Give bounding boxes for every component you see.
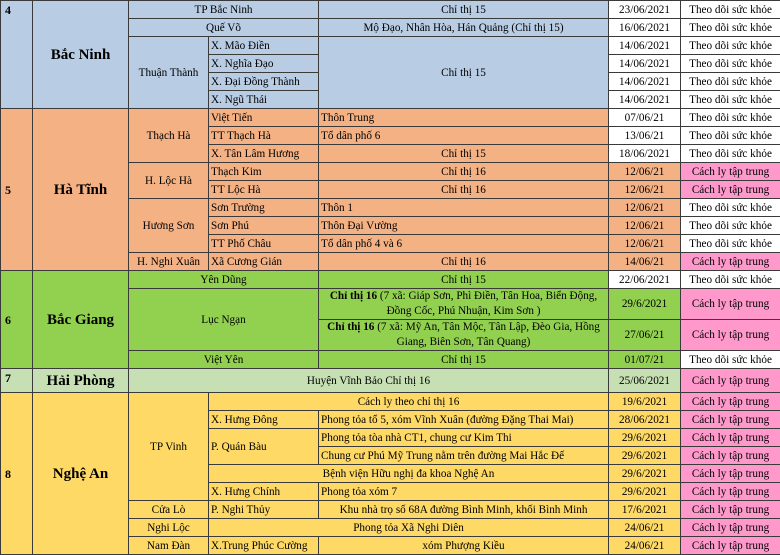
commune-cell: P. Quán Bàu (209, 429, 319, 465)
date-cell: 19/6/2021 (609, 393, 681, 411)
status-cell: Cách ly tập trung (681, 429, 780, 447)
area-cell (319, 289, 609, 320)
province-name: Nghệ An (33, 393, 129, 555)
date-cell: 22/06/2021 (609, 271, 681, 289)
commune-cell: X.Trung Phúc Cường (209, 537, 319, 555)
commune-cell: X. Mão Điền (209, 37, 319, 55)
area-cell: Chỉ thị 16 (319, 163, 609, 181)
district-cell: H. Lộc Hà (129, 163, 209, 199)
province-name: Bắc Giang (33, 271, 129, 369)
area-cell: Phong tỏa xóm 7 (319, 483, 609, 501)
commune-list: (7 xã: Mỹ An, Tân Mộc, Tân Lập, Đèo Gia, Hồng Giang, Biên Sơn, Tân Quang) (374, 321, 599, 348)
province-name: Hà Tĩnh (33, 109, 129, 271)
group-number: 4 (1, 1, 33, 109)
commune-cell: Sơn Phú (209, 217, 319, 235)
district-cell: TP Vinh (129, 393, 209, 501)
area-cell: Chỉ thị 15 (319, 145, 609, 163)
area-cell: xóm Phượng Kiều (319, 537, 609, 555)
date-cell: 12/06/21 (609, 217, 681, 235)
directive-label: Chỉ thị 16 (327, 321, 374, 333)
area-cell: Bệnh viện Hữu nghị đa khoa Nghệ An (209, 465, 609, 483)
status-cell: Theo dõi sức khỏe (681, 271, 780, 289)
date-cell: 29/6/2021 (609, 465, 681, 483)
group-number: 8 (1, 393, 33, 555)
commune-cell: X. Nghĩa Đạo (209, 55, 319, 73)
date-cell: 12/06/21 (609, 235, 681, 253)
date-cell: 16/06/2021 (609, 19, 681, 37)
area-cell: Tổ dân phố 4 và 6 (319, 235, 609, 253)
commune-cell: Xã Cương Gián (209, 253, 319, 271)
date-cell: 27/06/21 (609, 320, 681, 351)
area-cell: Huyện Vĩnh Bảo Chỉ thị 16 (129, 369, 609, 393)
date-cell: 29/6/2021 (609, 447, 681, 465)
district-cell: Hương Sơn (129, 199, 209, 253)
table-row (1, 369, 780, 393)
date-cell: 29/6/2021 (609, 483, 681, 501)
table-row (1, 109, 780, 127)
district-cell: Quế Võ (129, 19, 319, 37)
date-cell: 07/06/21 (609, 109, 681, 127)
date-cell: 18/06/2021 (609, 145, 681, 163)
commune-cell: TT Phố Châu (209, 235, 319, 253)
commune-cell: Sơn Trường (209, 199, 319, 217)
date-cell: 12/06/21 (609, 181, 681, 199)
commune-cell: Thạch Kim (209, 163, 319, 181)
area-cell: Chỉ thị 15 (319, 351, 609, 369)
commune-cell: X. Hưng Chính (209, 483, 319, 501)
status-cell: Cách ly tập trung (681, 537, 780, 555)
status-cell: Theo dõi sức khỏe (681, 19, 780, 37)
province-name: Hải Phòng (33, 369, 129, 393)
district-cell: Nghi Lộc (129, 519, 209, 537)
status-cell: Cách ly tập trung (681, 447, 780, 465)
date-cell: 12/06/21 (609, 199, 681, 217)
status-cell: Cách ly tập trung (681, 289, 780, 320)
district-cell: Việt Yên (129, 351, 319, 369)
district-cell: Yên Dũng (129, 271, 319, 289)
status-cell: Cách ly tập trung (681, 320, 780, 351)
district-cell: Thạch Hà (129, 109, 209, 163)
area-cell: Thôn Trung (319, 109, 609, 127)
date-cell: 12/06/21 (609, 163, 681, 181)
area-cell: Mộ Đạo, Nhân Hòa, Hán Quảng (Chỉ thị 15) (319, 19, 609, 37)
status-cell: Theo dõi sức khỏe (681, 109, 780, 127)
area-cell: Chỉ thị 15 (319, 37, 609, 109)
group-number: 6 (1, 271, 33, 369)
date-cell: 29/6/2021 (609, 429, 681, 447)
status-cell: Cách ly tập trung (681, 369, 780, 393)
date-cell: 28/06/2021 (609, 411, 681, 429)
status-cell: Theo dõi sức khỏe (681, 91, 780, 109)
area-cell: Chỉ thị 15 (319, 1, 609, 19)
status-cell: Cách ly tập trung (681, 465, 780, 483)
area-cell: Thôn Đại Vường (319, 217, 609, 235)
status-cell: Theo dõi sức khỏe (681, 351, 780, 369)
date-cell: 14/06/21 (609, 253, 681, 271)
area-cell: Chỉ thị 16 (319, 253, 609, 271)
status-cell: Theo dõi sức khỏe (681, 37, 780, 55)
district-cell: TP Bắc Ninh (129, 1, 319, 19)
district-cell: Cửa Lò (129, 501, 209, 519)
commune-cell: X. Đại Đồng Thành (209, 73, 319, 91)
district-cell: H. Nghi Xuân (129, 253, 209, 271)
commune-cell: X. Ngũ Thái (209, 91, 319, 109)
area-cell: Thôn 1 (319, 199, 609, 217)
date-cell: 14/06/2021 (609, 73, 681, 91)
group-number: 5 (1, 109, 33, 271)
date-cell: 01/07/21 (609, 351, 681, 369)
table-row (1, 1, 780, 19)
status-cell: Theo dõi sức khỏe (681, 127, 780, 145)
date-cell: 24/06/21 (609, 537, 681, 555)
area-cell: Chung cư Phú Mỹ Trung nằm trên đường Mai Hắc Đế (319, 447, 609, 465)
table-row (1, 393, 780, 411)
area-cell: Phong tỏa Xã Nghi Diên (209, 519, 609, 537)
status-cell: Cách ly tập trung (681, 483, 780, 501)
status-cell: Theo dõi sức khỏe (681, 73, 780, 91)
commune-cell: X. Tân Lâm Hương (209, 145, 319, 163)
status-cell: Cách ly tập trung (681, 181, 780, 199)
district-cell: Thuận Thành (129, 37, 209, 109)
area-cell: Cách ly theo chỉ thị 16 (209, 393, 609, 411)
date-cell: 14/06/2021 (609, 37, 681, 55)
status-cell: Cách ly tập trung (681, 253, 780, 271)
area-cell: Chỉ thị 15 (319, 271, 609, 289)
status-cell: Theo dõi sức khỏe (681, 55, 780, 73)
date-cell: 13/06/21 (609, 127, 681, 145)
area-cell: Chỉ thị 16 (319, 181, 609, 199)
commune-list: (7 xã: Giáp Sơn, Phì Điền, Tân Hoa, Biển Động, Đồng Cốc, Phú Nhuận, Kim Sơn ) (377, 290, 597, 317)
date-cell: 24/06/21 (609, 519, 681, 537)
district-cell: Nam Đàn (129, 537, 209, 555)
area-cell: Khu nhà trọ số 68A đường Bình Minh, khối Bình Minh (319, 501, 609, 519)
status-cell: Cách ly tập trung (681, 411, 780, 429)
area-cell: Phong tỏa tổ 5, xóm Vĩnh Xuân (đường Đặng Thai Mai) (319, 411, 609, 429)
commune-cell: P. Nghi Thủy (209, 501, 319, 519)
status-cell: Theo dõi sức khỏe (681, 217, 780, 235)
area-cell: Tổ dân phố 6 (319, 127, 609, 145)
commune-cell: Việt Tiến (209, 109, 319, 127)
group-number: 7 (1, 369, 33, 393)
date-cell: 23/06/2021 (609, 1, 681, 19)
date-cell: 14/06/2021 (609, 55, 681, 73)
date-cell: 14/06/2021 (609, 91, 681, 109)
status-cell: Cách ly tập trung (681, 163, 780, 181)
status-cell: Theo dõi sức khỏe (681, 1, 780, 19)
directive-label: Chỉ thị 16 (330, 290, 377, 302)
status-cell: Cách ly tập trung (681, 519, 780, 537)
commune-cell: TT Lộc Hà (209, 181, 319, 199)
date-cell: 29/6/2021 (609, 289, 681, 320)
date-cell: 25/06/2021 (609, 369, 681, 393)
status-cell: Theo dõi sức khỏe (681, 235, 780, 253)
province-name: Bắc Ninh (33, 1, 129, 109)
commune-cell: X. Hưng Đông (209, 411, 319, 429)
area-cell: Phong tỏa tòa nhà CT1, chung cư Kim Thi (319, 429, 609, 447)
district-cell: Lục Ngạn (129, 289, 319, 351)
status-cell: Theo dõi sức khỏe (681, 199, 780, 217)
status-cell: Theo dõi sức khỏe (681, 145, 780, 163)
date-cell: 17/6/2021 (609, 501, 681, 519)
status-cell: Cách ly tập trung (681, 393, 780, 411)
area-cell (319, 320, 609, 351)
status-cell: Cách ly tập trung (681, 501, 780, 519)
commune-cell: TT Thạch Hà (209, 127, 319, 145)
table-row (1, 271, 780, 289)
